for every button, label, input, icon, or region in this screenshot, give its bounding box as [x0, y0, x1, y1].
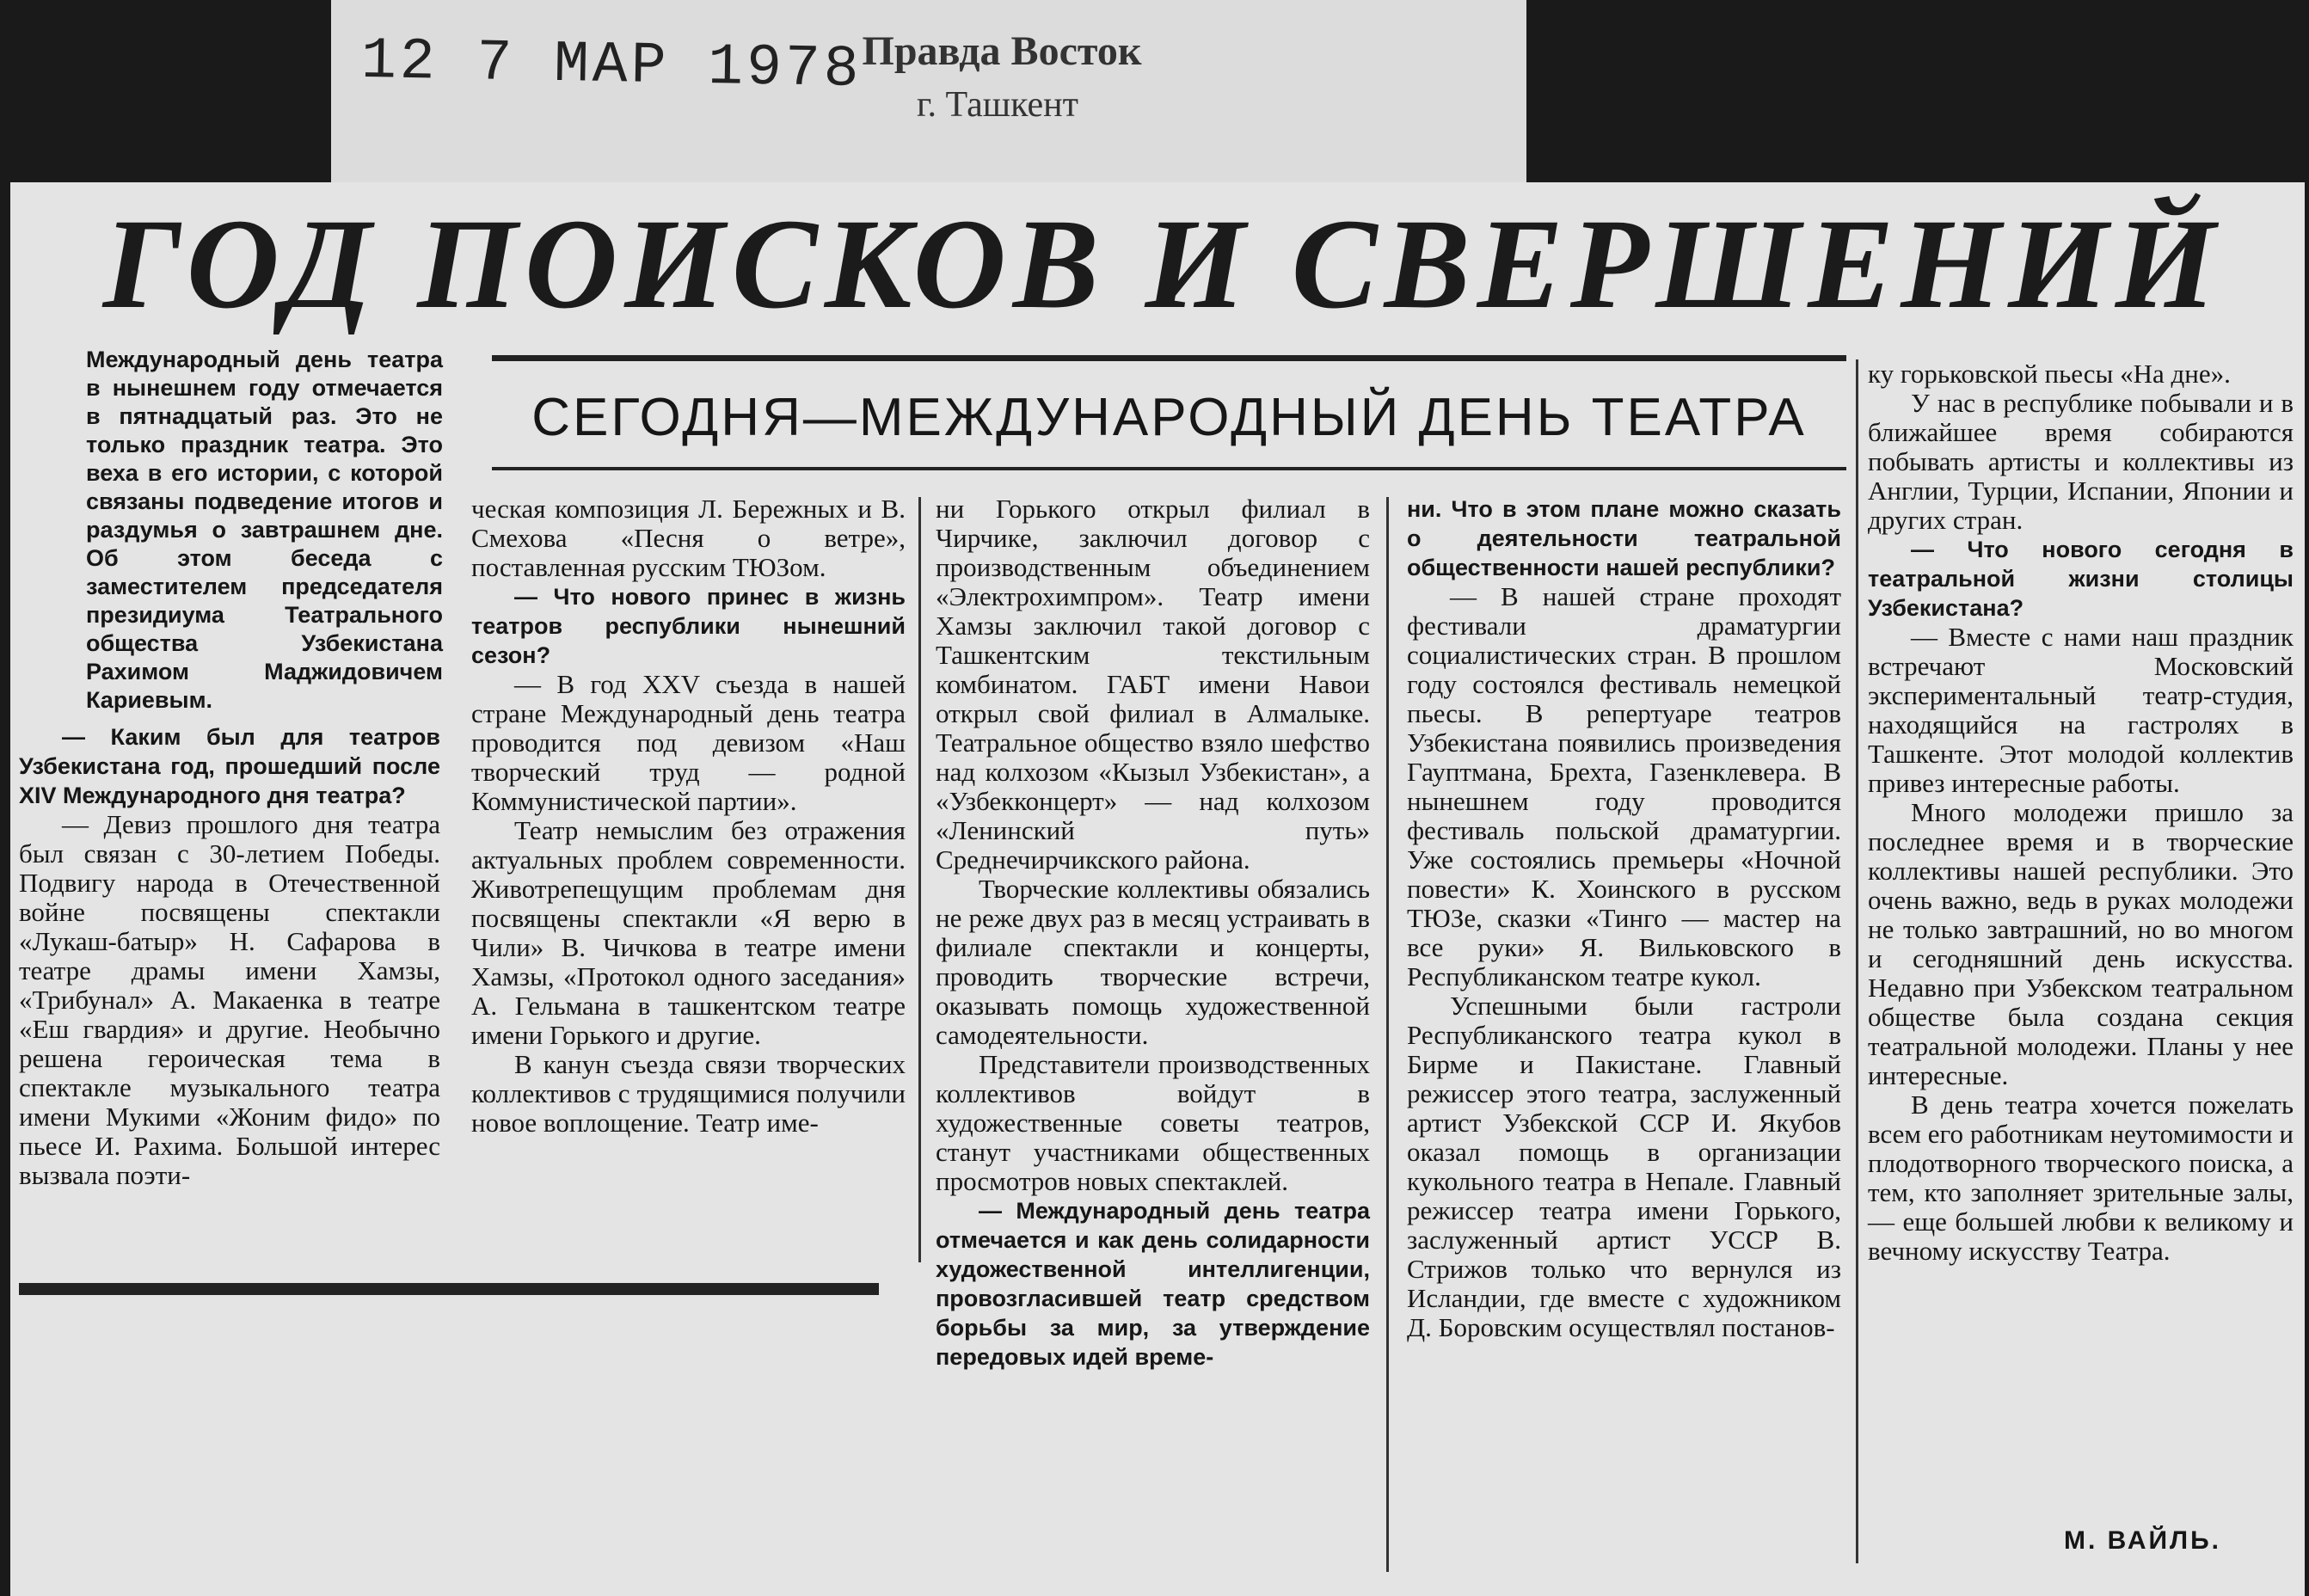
publication-city-stamp: г. Ташкент: [917, 85, 1078, 125]
article-column-3: [936, 494, 1370, 1372]
answer-paragraph: Театр немыслим без отражения актуальных проблем современности. Животрепещущим проблемам дня посвящены спектакли «Я верю в Чили» В. Чичкова в театре имени Хамзы, «Протокол одного заседания» А. Гельмана в ташкентском театре имени Горького и другие.: [471, 815, 906, 1050]
answer-paragraph: Представители производственных коллективов войдут в художественные советы театров, станут участниками общественных просмотров новых спектаклей.: [936, 1049, 1370, 1196]
subheadline-banner: [492, 348, 1846, 477]
author-signature: М. ВАЙЛЬ.: [2064, 1526, 2222, 1555]
answer-paragraph: — В год XXV съезда в нашей стране Международный день театра проводится под девизом «Наш творческий труд — родной Коммунистической партии».: [471, 669, 906, 816]
column-divider: [1856, 359, 1858, 1563]
answer-paragraph: Творческие коллективы обязались не реже двух раз в месяц устраивать в филиале спектакли и концерты, проводить творческие встречи, оказывать помощь художественной самодеятельности.: [936, 874, 1370, 1050]
headline: ГОД ПОИСКОВ И СВЕРШЕНИЙ: [103, 193, 2223, 335]
column-divider: [918, 497, 921, 1262]
date-stamp: 12 7 МАР 1978: [360, 28, 863, 104]
intro-paragraph: Международный день театра в нынешнем году отмечается в пятнадцатый раз. Это не только праздник театра. Это веха в его истории, с которой связаны подведение итогов и раздумья о завтрашнем дне. Об этом беседа с заместителем председателя президиума Театрального общества Узбекистана Рахимом Маджидовичем Кариевым.: [86, 347, 443, 713]
answer-paragraph: ни Горького открыл филиал в Чирчике, заключил договор с производственным объединением «Электрохимпром». Театр имени Хамзы заключил такой договор с Ташкентским текстильным комбинатом. ГАБТ имени Навои открыл свой филиал в Алмалыке. Театральное общество взяло шефство над колхозом «Кызыл Узбекистан», а «Узбекконцерт» — над колхозом «Ленинский путь» Среднечирчикского района.: [936, 494, 1370, 875]
question-paragraph: — Что нового принес в жизнь театров республики нынешний сезон?: [471, 584, 906, 668]
question-paragraph: — Что нового сегодня в театральной жизни столицы Узбекистана?: [1868, 537, 2294, 621]
section-bottom-rule: [19, 1283, 879, 1295]
question-paragraph: — Международный день театра отмечается и как день солидарности художественной интеллигенции, провозгласившей театр средством борьбы за мир, за утверждение передовых идей време-: [936, 1198, 1370, 1370]
question-paragraph: — Каким был для театров Узбекистана год, прошедший после XIV Международного дня театра?: [19, 724, 440, 808]
article-column-2: [471, 494, 906, 1138]
column-divider: [1386, 497, 1389, 1572]
answer-paragraph: ческая композиция Л. Бережных и В. Смехова «Песня о ветре», поставленная русским ТЮЗом.: [471, 494, 906, 582]
subheadline: СЕГОДНЯ—МЕЖДУНАРОДНЫЙ ДЕНЬ ТЕАТРА: [531, 388, 1807, 447]
answer-paragraph: — Девиз прошлого дня театра был связан с 30-летием Победы. Подвигу народа в Отечественной войне посвящены спектакли «Лукаш-батыр» Н. Сафарова в театре драмы имени Хамзы, «Трибунал» А. Макаенка в театре «Еш гвардия» и другие. Необычно решена героическая тема в спектакле музыкального театра имени Мукими «Жоним фидо» по пьесе И. Рахима. Большой интерес вызвала поэти-: [19, 809, 440, 1190]
answer-paragraph: — В нашей стране проходят фестивали драматургии социалистических стран. В прошлом году состоялся фестиваль немецкой пьесы. В репертуаре театров Узбекистана появились произведения Гауптмана, Брехта, Газенклевера. В нынешнем году проводится фестиваль польской драматургии. Уже состоялись премьеры «Ночной повести» К. Хоинского в русском ТЮЗе, сказки «Тинго — мастер на все руки» Я. Вильковского в Республиканском театре кукол.: [1407, 581, 1841, 991]
answer-paragraph: ку горьковской пьесы «На дне».: [1868, 359, 2231, 389]
article-column-4: [1407, 494, 1841, 1342]
subheadline-rule-bottom: [492, 467, 1846, 470]
answer-paragraph: В день театра хочется пожелать всем его работникам неутомимости и плодотворного творческого поиска, а тем, кто заполняет зрительные залы, — еще большей любви к великому и вечному искусству Театра.: [1868, 1090, 2294, 1266]
answer-paragraph: Много молодежи пришло за последнее время и в творческие коллективы нашей республики. Это очень важно, ведь в руках молодежи не только завтрашний, но во многом и сегодняшний день искусства. Недавно при Узбекском театральном обществе была создана секция театральной молодежи. Планы у нее интересные.: [1868, 797, 2294, 1090]
answer-paragraph: — Вместе с нами наш праздник встречают Московский экспериментальный театр-студия, находящийся на гастролях в Ташкенте. Этот молодой коллектив привез интересные работы.: [1868, 622, 2294, 798]
subheadline-rule-top: [492, 355, 1846, 361]
publication-stamp: Правда Восток: [862, 28, 1142, 74]
question-paragraph: ни. Что в этом плане можно сказать о деятельности театральной общественности нашей республики?: [1407, 496, 1841, 580]
article-column-5: [1868, 359, 2294, 1266]
article-column-1: [19, 722, 440, 1190]
answer-paragraph: В канун съезда связи творческих коллективов с трудящимися получили новое воплощение. Театр име-: [471, 1049, 906, 1138]
answer-paragraph: Успешными были гастроли Республиканского театра кукол в Бирме и Пакистане. Главный режиссер этого театра, заслуженный артист Узбекской ССР И. Якубов оказал помощь в организации кукольного театра в Непале. Главный режиссер театра имени Горького, заслуженный артист УССР В. Стрижов только что вернулся из Исландии, где вместе с художником Д. Боровским осуществлял постанов-: [1407, 991, 1841, 1342]
answer-paragraph: У нас в республике побывали и в ближайшее время собираются побывать артисты и коллективы из Англии, Турции, Испании, Японии и других стран.: [1868, 388, 2294, 535]
